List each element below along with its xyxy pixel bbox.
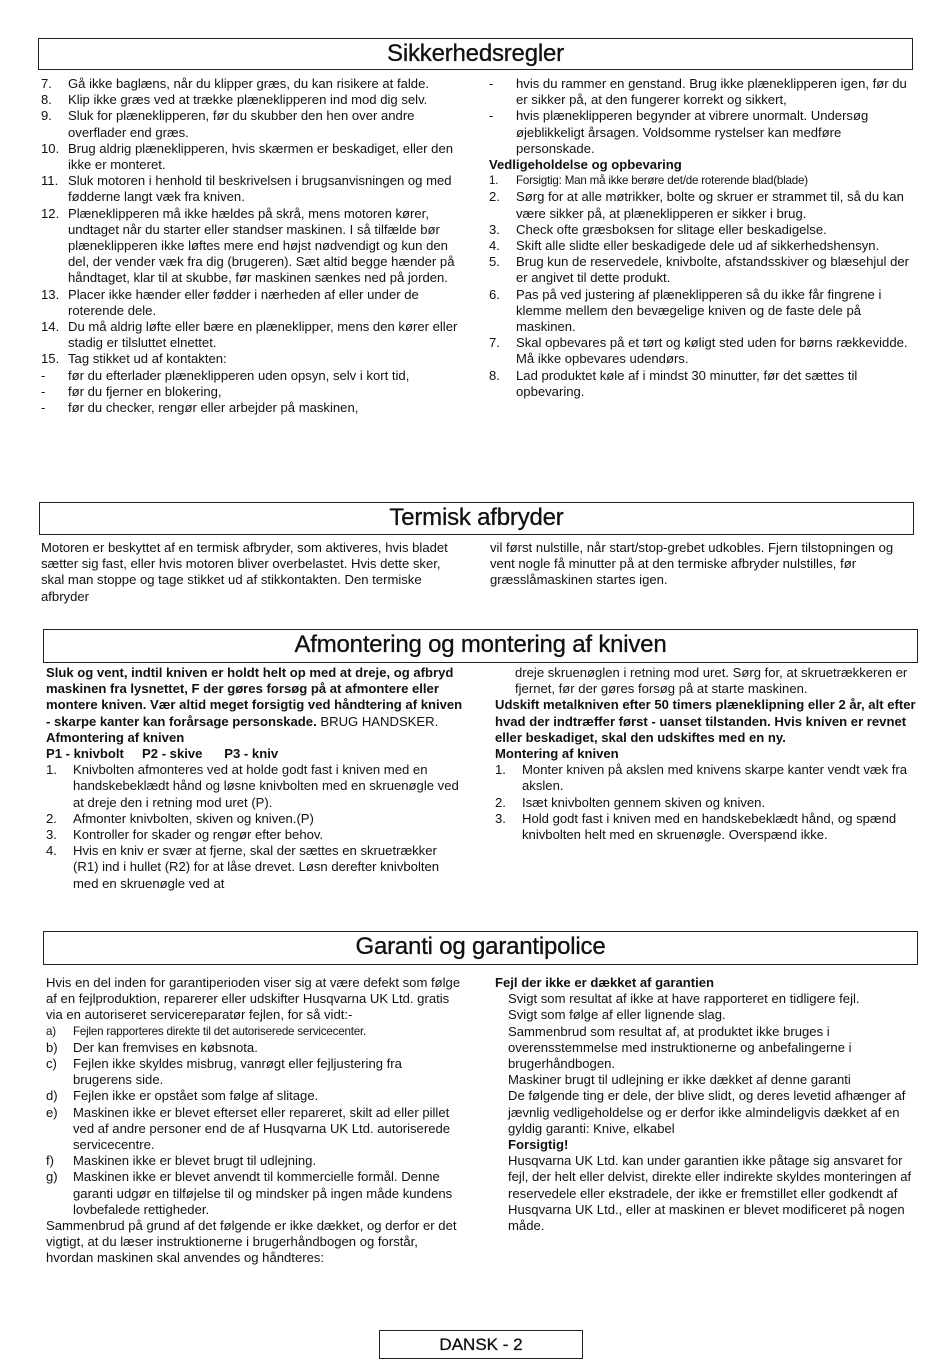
list-item-marker: 1.: [495, 762, 506, 778]
not-covered-item: Svigt som resultat af ikke at have rapporteret en tidligere fejl.: [508, 991, 860, 1007]
not-covered-item: Svigt som følge af eller lignende slag.: [508, 1007, 726, 1023]
safety-rule: [41, 368, 463, 384]
list-item-marker: 6.: [489, 286, 500, 302]
list-item-marker: 4.: [489, 238, 500, 254]
s1-left-column: [41, 76, 463, 416]
list-item-text: Skift alle slidte eller beskadigede dele ud af sikkerhedshensyn.: [516, 238, 880, 254]
thermal-text-left: Motoren er beskyttet af en termisk afbryder, som aktiveres, hvis bladet sætter sig fast, eller hvis motoren bliver overbelastet. Hvis dette sker, skal man stoppe og tage stikket ud af stikkontakten. Den termiske afbryder: [41, 540, 448, 604]
list-item-marker: -: [489, 108, 494, 124]
maintenance-item: [489, 222, 914, 238]
list-item-marker: 1.: [489, 174, 499, 188]
list-item-text: Fejlen ikke skyldes misbrug, vanrøgt eller fejljustering fra brugerens side.: [73, 1056, 402, 1088]
safety-rule: [41, 319, 463, 351]
list-item-text: før du efterlader plæneklipperen uden opsyn, selv i kort tid,: [68, 367, 410, 383]
s1-right-column: [489, 76, 914, 400]
maintenance-item: [489, 173, 914, 189]
list-item-text: Du må aldrig løfte eller bære en plæneklipper, mens den kører eller stadig er tilsluttet elnettet.: [68, 319, 458, 351]
replace-blade-warning: Udskift metalkniven efter 50 timers plæneklipning eller 2 år, alt efter hvad der indtræffer først - uanset tilstanden. Hvis kniven er revnet eller beskadiget, skal den udskiftes med en ny.: [495, 697, 916, 745]
list-item-text: Sørg for at alle møtrikker, bolte og skruer er strammet til, så du kan være sikker på, at plæneklipperen er sikker i brug.: [516, 189, 904, 221]
maintenance-item: [489, 368, 914, 400]
warranty-condition: [46, 1024, 464, 1040]
list-item-marker: 5.: [489, 254, 500, 270]
list-item-text: Check ofte græsboksen for slitage eller beskadigelse.: [516, 221, 827, 237]
list-item-text: Fejlen rapporteres direkte til det autoriserede servicecenter.: [73, 1024, 367, 1038]
warranty-condition: [46, 1105, 464, 1154]
warranty-condition: [46, 1153, 464, 1169]
blade-warning: Sluk og vent, indtil kniven er holdt helt op med at dreje, og afbryd maskinen fra lysnettet, F der gøres forsøg på at afmontere eller montere kniven. Vær altid meget forsigtig ved håndtering af kniven - skarpe kanter kan forårsage personskade.: [46, 665, 463, 729]
safety-rule: [489, 76, 914, 108]
not-covered-heading: Fejl der ikke er dækket af garantien: [495, 975, 715, 990]
maintenance-item: [489, 287, 914, 336]
removal-step: [46, 811, 464, 827]
list-item-marker: 13.: [41, 286, 60, 302]
warranty-condition: [46, 1088, 464, 1104]
safety-rule: [41, 400, 463, 416]
list-item-marker: 3.: [495, 810, 506, 826]
gloves-notice: BRUG HANDSKER.: [320, 713, 439, 729]
mount-step: [495, 762, 917, 794]
section-title-afmontering: Afmontering og montering af kniven: [43, 629, 918, 663]
not-covered-item: Sammenbrud som resultat af, at produktet ikke bruges i overensstemmelse med instruktionerne og anbefalingerne i brugerhåndbogen.: [508, 1023, 852, 1072]
maintenance-item: [489, 335, 914, 367]
removal-step: [46, 843, 464, 892]
s3-right-column: [495, 665, 917, 843]
list-item-text: Lad produktet køle af i mindst 30 minutter, før det sættes til opbevaring.: [516, 367, 858, 399]
s4-right-column: [495, 975, 917, 1234]
mount-step: [495, 795, 917, 811]
safety-rule: [41, 206, 463, 287]
list-item-text: før du fjerner en blokering,: [68, 383, 222, 399]
list-item-text: Maskinen ikke er blevet efterset eller repareret, skilt ad eller pillet ved af andre personer end de af Husqvarna UK Ltd. autoriserede servicecentre.: [73, 1104, 451, 1153]
list-item-text: Tag stikket ud af kontakten:: [68, 351, 227, 367]
parts-legend: P1 - knivbolt P2 - skive P3 - kniv: [46, 746, 279, 762]
list-item-marker: b): [46, 1039, 58, 1055]
list-item-marker: 11.: [41, 173, 59, 189]
warranty-outro: Sammenbrud på grund af det følgende er ikke dækket, og derfor er det vigtigt, at du læser instruktionerne i brugerhåndbogen og forstår, hvordan maskinen skal anvendes og håndteres:: [46, 1218, 457, 1266]
not-covered-item: De følgende ting er dele, der blive slidt, og deres levetid afhænger af jævnlig vedligeholdelse og er derfor ikke almindeligvis dækket af en gyldig garanti: Knive, elkabel: [508, 1088, 906, 1136]
list-item-marker: 8.: [489, 367, 500, 383]
page-footer: DANSK - 2: [379, 1330, 583, 1359]
list-item-text: Sluk for plæneklipperen, før du skubber den hen over andre overflader end græs.: [68, 108, 415, 140]
safety-rule: [41, 287, 463, 319]
list-item-text: Kontroller for skader og rengør efter behov.: [73, 827, 324, 843]
list-item-text: Isæt knivbolten gennem skiven og kniven.: [522, 794, 766, 810]
s3-left-column: [46, 665, 464, 892]
list-item-marker: g): [46, 1169, 58, 1185]
removal-heading: Afmontering af kniven: [46, 729, 185, 745]
list-item-marker: 3.: [46, 827, 57, 843]
thermal-text-right: vil først nulstille, når start/stop-grebet udkobles. Fjern tilstopningen og vent nogle få minutter på at den termiske afbryder nulstilles, før græsslåmaskinen startes igen.: [490, 540, 894, 588]
list-item-text: Fejlen ikke er opstået som følge af slitage.: [73, 1088, 319, 1104]
list-item-marker: 7.: [41, 76, 52, 91]
list-item-text: Maskinen ikke er blevet brugt til udlejning.: [73, 1153, 317, 1169]
list-item-text: før du checker, rengør eller arbejder på maskinen,: [68, 400, 359, 416]
list-item-marker: 9.: [41, 108, 52, 124]
list-item-text: Afmonter knivbolten, skiven og kniven.(P): [73, 810, 314, 826]
list-item-marker: e): [46, 1104, 58, 1120]
list-item-marker: 12.: [41, 205, 60, 221]
list-item-marker: d): [46, 1088, 58, 1104]
list-item-text: Hold godt fast i kniven med en handskebeklædt hånd, og spænd knivbolten helt med en skruenøgle. Overspænd ikke.: [522, 810, 897, 843]
s2-left-column: [41, 540, 461, 605]
not-covered-item: Maskiner brugt til udlejning er ikke dækket af denne garanti: [508, 1072, 851, 1088]
list-item-marker: -: [41, 400, 46, 416]
list-item-text: Gå ikke baglæns, når du klipper græs, du kan risikere at falde.: [68, 76, 429, 91]
warranty-intro: Hvis en del inden for garantiperioden viser sig at være defekt som følge af en fejlproduktion, reparerer eller udskifter Husqvarna UK Ltd. gratis via en autoriseret servicereparatør fejlen, for så vidt:-: [46, 975, 461, 1023]
list-item-text: Placer ikke hænder eller fødder i nærheden af eller under de roterende dele.: [68, 286, 419, 318]
list-item-marker: 10.: [41, 140, 60, 156]
list-item-marker: a): [46, 1024, 56, 1038]
mount-step: [495, 811, 917, 843]
list-item-marker: f): [46, 1153, 54, 1169]
list-item-marker: c): [46, 1056, 57, 1072]
warranty-condition: [46, 1056, 464, 1088]
list-item-text: Klip ikke græs ved at trække plæneklipperen ind mod dig selv.: [68, 92, 428, 108]
list-item-marker: 14.: [41, 319, 60, 335]
s2-right-column: [490, 540, 915, 589]
list-item-text: Hvis en kniv er svær at fjerne, skal der sættes en skruetrækker (R1) ind i hullet (R2) for at låse drevet. Løsn derefter knivbolten med en skruenøgle ved at: [73, 843, 440, 891]
list-item-text: Brug kun de reservedele, knivbolte, afstandsskiver og blæsehjul der er angivet til dette produkt.: [516, 254, 910, 286]
safety-rule: [489, 108, 914, 157]
list-item-text: Forsigtig: Man må ikke berøre det/de roterende blad(blade): [516, 174, 808, 188]
safety-rule: [41, 92, 463, 108]
list-item-marker: -: [489, 76, 494, 91]
safety-rule: [41, 108, 463, 140]
list-item-marker: -: [41, 367, 46, 383]
list-item-marker: 15.: [41, 351, 60, 367]
list-item-marker: 2.: [489, 189, 500, 205]
list-item-marker: 2.: [46, 810, 57, 826]
s4-left-column: [46, 975, 464, 1267]
list-item-text: Maskinen ikke er blevet anvendt til kommercielle formål. Denne garanti udgør en tilføjelse til og mindsker på ingen måde kundens lovbefalede rettigheder.: [73, 1169, 453, 1217]
list-item-text: Brug aldrig plæneklipperen, hvis skærmen er beskadiget, eller den ikke er monteret.: [68, 140, 454, 173]
list-item-marker: 4.: [46, 843, 57, 859]
safety-rule: [41, 384, 463, 400]
section-title-termisk-afbryder: Termisk afbryder: [39, 502, 914, 535]
list-item-marker: 1.: [46, 762, 57, 778]
list-item-text: Monter kniven på akslen med knivens skarpe kanter vendt væk fra akslen.: [522, 762, 907, 794]
caution-text: Husqvarna UK Ltd. kan under garantien ikke påtage sig ansvaret for fejl, der helt eller delvist, direkte eller indirekte skyldes monteringen af reservedele eller ekstradele, der ikke er fremstillet eller godkendt af Husqvarna UK Ltd., eller at maskinen er blevet modificeret på nogen måde.: [508, 1153, 912, 1234]
removal-step: [46, 762, 464, 811]
list-item-text: hvis plæneklipperen begynder at vibrere unormalt. Undersøg øjeblikkeligt årsagen. Voldsomme rystelser kan medføre personskade.: [516, 108, 869, 156]
mount-heading: Montering af kniven: [495, 746, 619, 762]
safety-rule: [41, 351, 463, 367]
list-item-text: Knivbolten afmonteres ved at holde godt fast i kniven med en handskebeklædt hånd og løsne knivbolten med en skruenøgle ved at dreje den i retning mod uret (P).: [73, 762, 459, 810]
maintenance-item: [489, 254, 914, 286]
list-item-text: Plæneklipperen må ikke hældes på skrå, mens motoren kører, undtaget når du starter eller standser maskinen. I så tilfælde bør plæneklipperen ikke løftes mere end højst nødvendigt og kun den del, der vender væk fra dig (brugeren). Sæt altid begge hænder på håndtaget, klar til at skubbe, før maskinen sænkes ned på jorden.: [68, 205, 455, 286]
list-item-text: Der kan fremvises en købsnota.: [73, 1039, 258, 1055]
safety-rule: [41, 173, 463, 205]
maintenance-item: [489, 189, 914, 221]
safety-rule: [41, 141, 463, 173]
section-title-sikkerhedsregler: Sikkerhedsregler: [38, 38, 913, 70]
maintenance-item: [489, 238, 914, 254]
list-item-text: Pas på ved justering af plæneklipperen så du ikke får fingrene i klemme mellem den bevægelige kniven og de faste dele på maskinen.: [516, 286, 882, 335]
list-item-text: Sluk motoren i henhold til beskrivelsen i brugsanvisningen og med fødderne langt væk fra kniven.: [68, 173, 452, 205]
removal-continued: dreje skruenøglen i retning mod uret. Sørg for, at skruetrækkeren er fjernet, før der gøres forsøg på at starte maskinen.: [515, 665, 908, 697]
list-item-marker: 7.: [489, 335, 500, 351]
safety-rule: [41, 76, 463, 92]
removal-step: [46, 827, 464, 843]
section-title-garanti: Garanti og garantipolice: [43, 931, 918, 965]
maintenance-heading: Vedligeholdelse og opbevaring: [489, 157, 682, 173]
warranty-condition: [46, 1040, 464, 1056]
list-item-text: hvis du rammer en genstand. Brug ikke plæneklipperen igen, før du er sikker på, at den fungerer korrekt og sikkert,: [516, 76, 907, 108]
list-item-text: Skal opbevares på et tørt og køligt sted uden for børns rækkevidde. Må ikke opbevares udendørs.: [516, 335, 908, 367]
caution-heading: Forsigtig!: [508, 1137, 569, 1153]
list-item-marker: -: [41, 383, 46, 399]
list-item-marker: 2.: [495, 794, 506, 810]
list-item-marker: 8.: [41, 92, 52, 108]
warranty-condition: [46, 1169, 464, 1218]
list-item-marker: 3.: [489, 221, 500, 237]
